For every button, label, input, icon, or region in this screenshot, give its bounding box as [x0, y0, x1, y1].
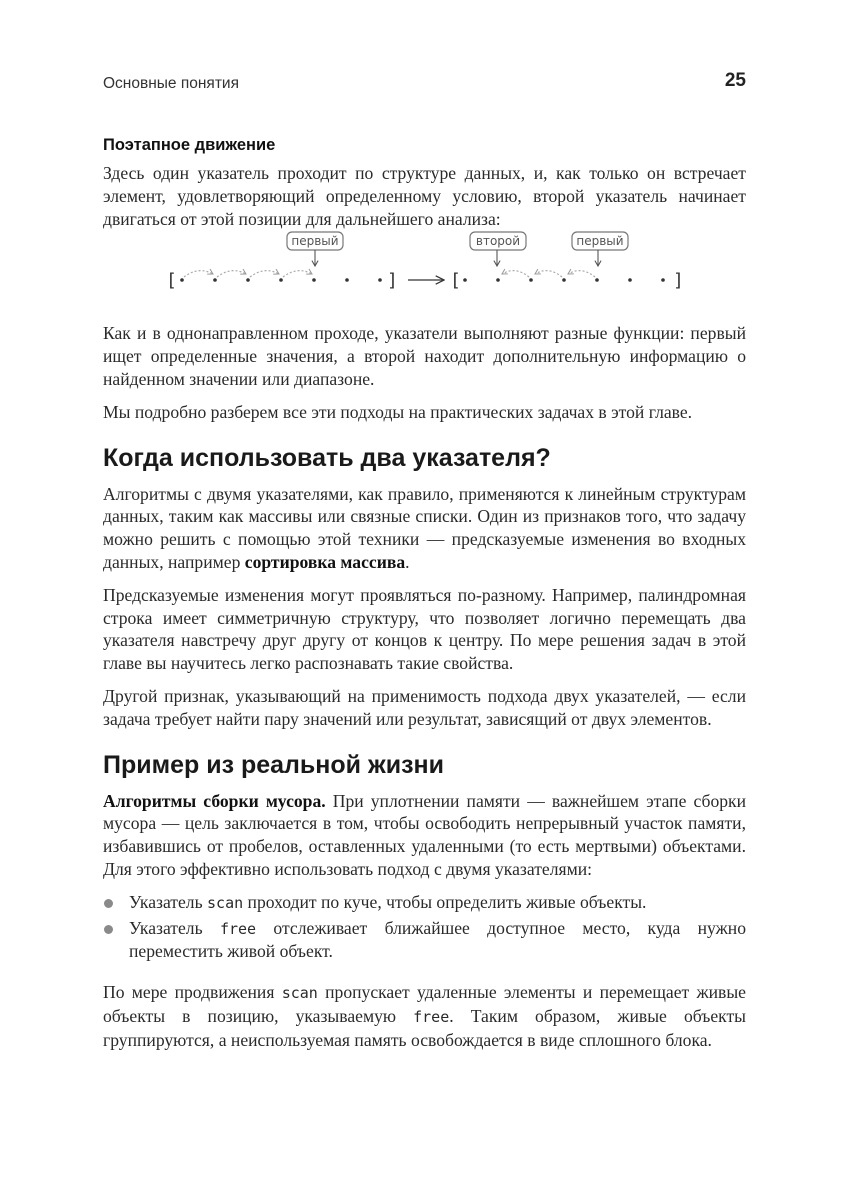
- array-element-dot: [213, 279, 217, 283]
- paragraph: Алгоритмы с двумя указателями, как правило, применяются к линейным структурам данных, таким как массивы или связные списки. Один из признаков того, что задачу можно решить с помощью этой техники — предсказуемые изменения во входных данных, например сортировка массива.: [103, 483, 746, 572]
- paragraph: Предсказуемые изменения могут проявляться по-разному. Например, палиндромная строка имеет симметричную структуру, что позволяет логично перемещать два указателя навстречу друг другу от концов к центру. По мере решения задач в этой главе вы научитесь легко распознавать такие свойства.: [103, 584, 746, 674]
- bullet-icon: [104, 899, 113, 908]
- section-heading-real-life: Пример из реальной жизни: [103, 750, 444, 779]
- open-bracket: [: [166, 270, 177, 292]
- pointer-diagram: [103, 234, 746, 310]
- array-element-dot: [562, 279, 566, 283]
- paragraph: Другой признак, указывающий на применимость подхода двух указателей, — если задача требует найти пару значений или результат, зависящий от двух элементов.: [103, 685, 746, 729]
- label-first-before: [287, 232, 343, 266]
- paragraph: По мере продвижения scan пропускает удаленные элементы и перемещает живые объекты в позицию, указываемую free. Таким образом, живые объекты группируются, а неиспользуемая память освобождается в виде сплошного блока.: [103, 982, 746, 1050]
- pointer-move-arc: [535, 271, 562, 277]
- list-item: Указатель free отслеживает ближайшее доступное место, куда нужно переместить живой объект.: [103, 917, 746, 964]
- array-element-dot: [345, 279, 349, 283]
- label-first-after: [572, 232, 628, 266]
- array-element-dot: [180, 279, 184, 283]
- pointer-move-arc: [568, 271, 595, 277]
- section-heading-when: Когда использовать два указателя?: [103, 443, 551, 472]
- close-bracket: ]: [673, 270, 684, 292]
- array-element-dot: [628, 279, 632, 283]
- inline-code: free: [413, 1007, 450, 1026]
- pointer-move-arc: [283, 271, 312, 277]
- array-element-dot: [463, 279, 467, 283]
- inline-code: free: [219, 919, 257, 938]
- page-content: [103, 136, 746, 1062]
- label-second-after: [470, 232, 526, 266]
- array-element-dot: [595, 279, 599, 283]
- close-bracket: ]: [387, 270, 398, 292]
- bold-term: сортировка массива: [244, 551, 406, 572]
- inline-code: scan: [281, 984, 318, 1003]
- pointer-diagram-svg: [0, 228, 849, 308]
- pointer-move-arc: [184, 271, 213, 277]
- bold-lead: Алгоритмы сборки мусора.: [103, 790, 326, 811]
- inline-code: scan: [207, 893, 244, 912]
- pointer-move-arc: [502, 271, 529, 277]
- bullet-list: [103, 891, 746, 963]
- pointer-move-arc: [217, 271, 246, 277]
- list-item: Указатель scan проходит по куче, чтобы определить живые объекты.: [103, 891, 746, 915]
- svg-text:первый: первый: [576, 234, 624, 249]
- pointer-move-arc: [250, 271, 279, 277]
- paragraph: Мы подробно разберем все эти подходы на практических задачах в этой главе.: [103, 401, 693, 422]
- page-number: 25: [724, 70, 746, 91]
- open-bracket: [: [450, 270, 461, 292]
- array-element-dot: [378, 279, 382, 283]
- array-element-dot: [312, 279, 316, 283]
- svg-text:первый: первый: [291, 234, 339, 249]
- array-element-dot: [496, 279, 500, 283]
- array-element-dot: [279, 279, 283, 283]
- array-element-dot: [661, 279, 665, 283]
- array-element-dot: [529, 279, 533, 283]
- diagram-before: [166, 232, 398, 291]
- paragraph: Алгоритмы сборки мусора. При уплотнении памяти — важнейшем этапе сборки мусора — цель заключается в том, чтобы освободить непрерывный участок памяти, избавившись от пробелов, оставленных удаленными (то есть мертвыми) объектами. Для этого эффективно использовать подход с двумя указателями:: [103, 790, 746, 879]
- paragraph: Как и в однонаправленном проходе, указатели выполняют разные функции: первый ищет определенные значения, а второй находит дополнительную информацию о найденном значении или диапазоне.: [103, 323, 746, 389]
- running-title: Основные понятия: [103, 75, 239, 92]
- svg-text:второй: второй: [475, 234, 521, 249]
- paragraph: Здесь один указатель проходит по структуре данных, и, как только он встречает элемент, удовлетворяющий определенному условию, второй указатель начинает двигаться от этой позиции для дальнейшего анализа:: [103, 163, 746, 229]
- subsection-heading-staged: Поэтапное движение: [103, 136, 276, 154]
- array-element-dot: [246, 279, 250, 283]
- diagram-after: [450, 232, 684, 291]
- bullet-icon: [104, 925, 113, 934]
